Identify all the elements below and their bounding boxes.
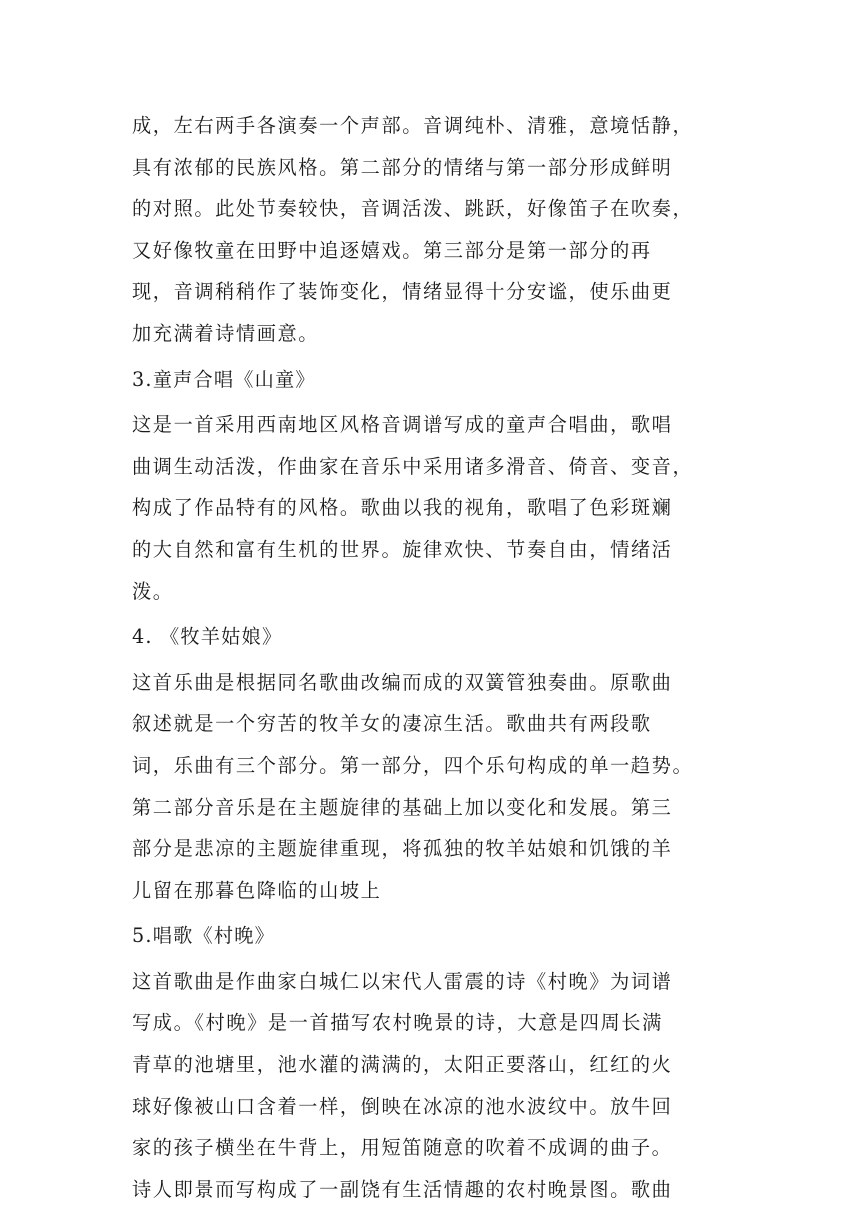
paragraph-cun-wan [132, 961, 732, 1211]
text-line: 写成。《村晚》是一首描写农村晚景的诗，大意是四周长满 [132, 1011, 663, 1035]
text-line: 这首乐曲是根据同名歌曲改编而成的双簧管独奏曲。原歌曲 [132, 670, 673, 694]
text-line: 儿留在那暮色降临的山坡上 [132, 878, 382, 902]
text-line: 具有浓郁的民族风格。第二部分的情绪与第一部分形成鲜明 [132, 155, 673, 179]
text-line: 第二部分音乐是在主题旋律的基础上加以变化和发展。第三 [132, 795, 673, 819]
text-line: 家的孩子横坐在牛背上，用短笛随意的吹着不成调的曲子。 [132, 1136, 673, 1160]
text-line: 构成了作品特有的风格。歌曲以我的视角，歌唱了色彩斑斓 [132, 496, 673, 520]
text-line: 诗人即景而写构成了一副饶有生活情趣的农村晚景图。歌曲 [132, 1177, 673, 1201]
text-line: 的对照。此处节奏较快，音调活泼、跳跃，好像笛子在吹奏， [132, 197, 694, 221]
section-heading-cun-wan: 5.唱歌《村晚》 [132, 924, 276, 948]
text-line: 青草的池塘里，池水灌的满满的，太阳正要落山，红红的火 [132, 1053, 673, 1077]
section-heading-mu-yang-gu-niang: 4. 《牧羊姑娘》 [132, 625, 283, 649]
paragraph-shan-tong [132, 404, 732, 612]
text-line: 加充满着诗情画意。 [132, 321, 320, 345]
text-line: 成，左右两手各演奏一个声部。音调纯朴、清雅，意境恬静， [132, 114, 694, 137]
text-line: 叙述就是一个穷苦的牧羊女的凄凉生活。歌曲共有两段歌 [132, 712, 652, 736]
text-line: 部分是悲凉的主题旋律重现，将孤独的牧羊姑娘和饥饿的羊 [132, 837, 673, 861]
text-line: 这是一首采用西南地区风格音调谱写成的童声合唱曲，歌唱 [132, 413, 673, 437]
text-line: 这首歌曲是作曲家白城仁以宋代人雷震的诗《村晚》为词谱 [132, 969, 673, 993]
text-line: 泼。 [132, 579, 174, 603]
text-line: 词，乐曲有三个部分。第一部分，四个乐句构成的单一趋势。 [132, 753, 694, 777]
document-page [132, 105, 732, 1210]
text-line: 球好像被山口含着一样，倒映在冰凉的池水波纹中。放牛回 [132, 1094, 673, 1118]
section-heading-shan-tong: 3.童声合唱《山童》 [132, 367, 316, 391]
text-line: 又好像牧童在田野中追逐嬉戏。第三部分是第一部分的再 [132, 238, 652, 262]
text-line: 现，音调稍稍作了装饰变化，情绪显得十分安谧，使乐曲更 [132, 280, 673, 304]
paragraph-piece-description [132, 105, 732, 355]
paragraph-mu-yang-gu-niang [132, 662, 732, 912]
text-line: 的大自然和富有生机的世界。旋律欢快、节奏自由，情绪活 [132, 537, 673, 561]
text-line: 曲调生动活泼，作曲家在音乐中采用诸多滑音、倚音、变音， [132, 454, 694, 478]
